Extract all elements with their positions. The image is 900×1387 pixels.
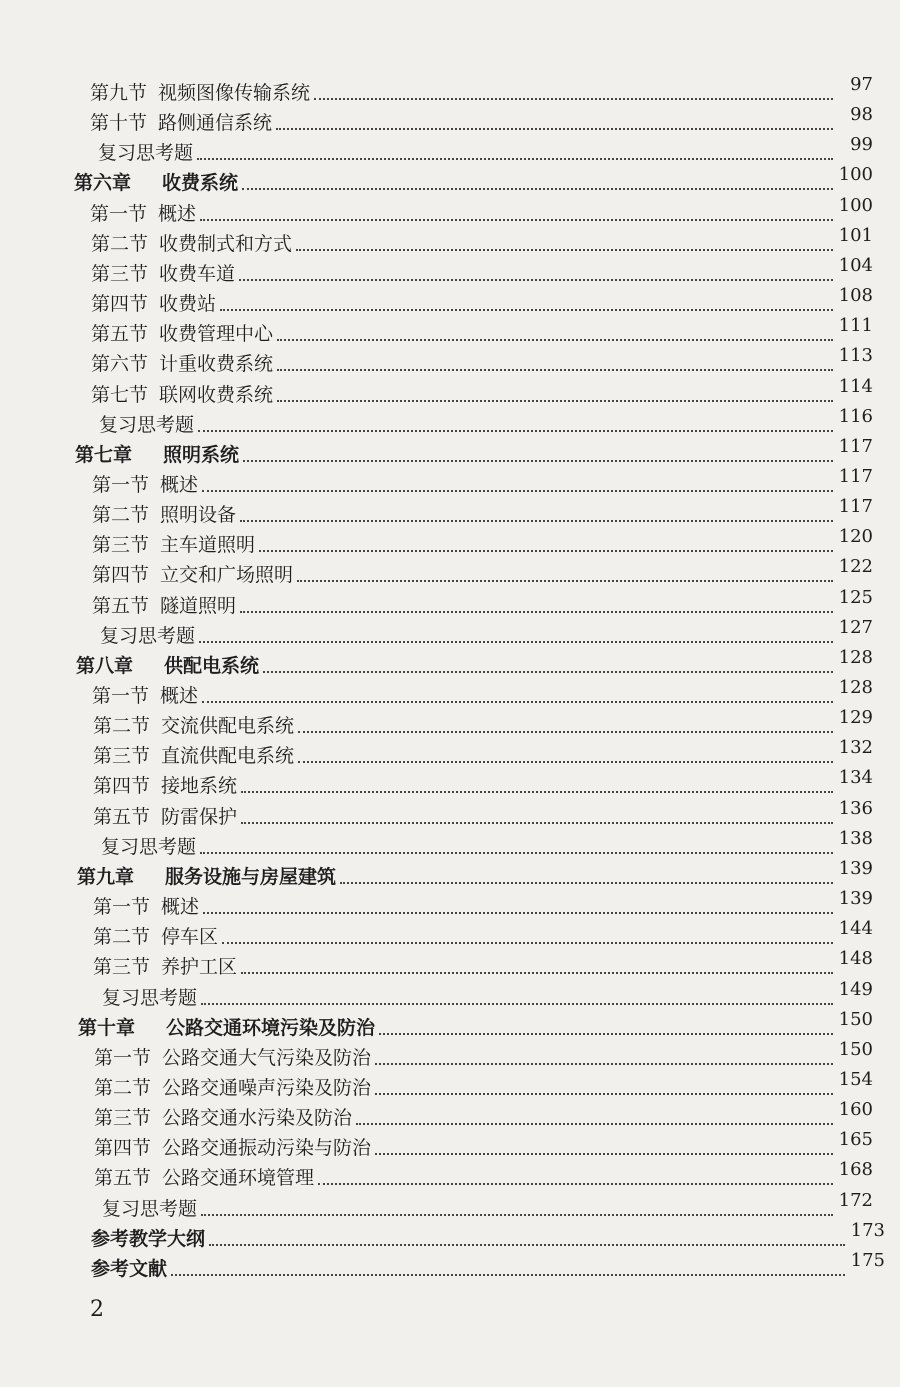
toc-entry-title: 概述 (161, 896, 200, 918)
toc-entry-number: 第八章 (76, 655, 134, 677)
dot-leader (379, 1032, 833, 1035)
toc-entry-number: 第五节 (91, 323, 149, 345)
toc-entry-number: 第二节 (93, 715, 151, 737)
toc-page-number: 136 (838, 798, 873, 819)
toc-entry-number: 第四节 (94, 1137, 152, 1159)
dot-leader (314, 97, 833, 100)
toc-entry-number: 第二节 (93, 926, 151, 948)
toc-entry-title: 复习思考题 (99, 414, 195, 436)
dot-leader (277, 338, 833, 341)
toc-entry-title: 收费管理中心 (159, 323, 274, 345)
toc-entry-number: 第十节 (90, 112, 148, 134)
toc-section-row (93, 888, 873, 918)
dot-leader (240, 519, 833, 522)
toc-entry-title: 公路交通环境管理 (162, 1167, 315, 1189)
toc-section-row (91, 225, 873, 255)
toc-entry-number: 第七节 (91, 384, 149, 406)
toc-page-number: 173 (850, 1220, 885, 1241)
toc-entry-title: 复习思考题 (98, 142, 194, 164)
toc-entry-number: 第四节 (91, 293, 149, 315)
toc-entry-number: 第一节 (93, 896, 151, 918)
toc-page-number: 150 (838, 1039, 873, 1060)
toc-section-row (94, 1159, 873, 1189)
dot-leader (199, 640, 833, 643)
toc-entry-title: 参考教学大纲 (91, 1228, 206, 1250)
toc-entry-number: 第三节 (93, 745, 151, 767)
dot-leader (277, 399, 833, 402)
toc-section-row (92, 556, 873, 586)
dot-leader (197, 157, 833, 160)
dot-leader (296, 248, 833, 251)
toc-page-number: 98 (850, 104, 873, 125)
toc-section-row (94, 1039, 873, 1069)
toc-entry-number: 第五节 (94, 1167, 152, 1189)
toc-entry-title: 停车区 (161, 926, 219, 948)
toc-chapter-row (75, 436, 873, 466)
toc-entry-title: 计重收费系统 (159, 353, 274, 375)
toc-entry-title: 复习思考题 (102, 1198, 198, 1220)
toc-section-row (91, 285, 873, 315)
toc-entry-number: 第二节 (91, 233, 149, 255)
dot-leader (375, 1152, 833, 1155)
toc-entry-title: 公路交通振动污染与防治 (162, 1137, 372, 1159)
toc-entry-title: 概述 (160, 685, 199, 707)
dot-leader (318, 1182, 833, 1185)
toc-page-number: 100 (838, 195, 873, 216)
toc-page-number: 175 (850, 1250, 885, 1271)
toc-entry-title: 服务设施与房屋建筑 (165, 866, 337, 888)
toc-section-row (90, 104, 873, 134)
toc-page-number: 144 (838, 918, 873, 939)
toc-entry-title: 照明系统 (163, 444, 240, 466)
toc-page-number: 125 (838, 587, 873, 608)
toc-entry-title: 概述 (158, 203, 197, 225)
toc-page-number: 128 (838, 647, 873, 668)
toc-entry-number: 第一节 (92, 685, 150, 707)
dot-leader (241, 971, 833, 974)
toc-entry-title: 公路交通水污染及防治 (162, 1107, 353, 1129)
dot-leader (200, 851, 833, 854)
toc-page-number: 132 (838, 737, 873, 758)
dot-leader (209, 1243, 845, 1246)
toc-page-number: 101 (838, 225, 873, 246)
toc-entry-title: 供配电系统 (164, 655, 260, 677)
toc-review-row (91, 406, 873, 436)
dot-leader (201, 1213, 833, 1216)
toc-entry-number: 第三节 (94, 1107, 152, 1129)
toc-page-number: 117 (838, 466, 873, 487)
toc-entry-title: 公路交通大气污染及防治 (162, 1047, 372, 1069)
toc-entry-title: 隧道照明 (160, 595, 237, 617)
toc-review-row (94, 979, 873, 1009)
dot-leader (202, 489, 833, 492)
dot-leader (200, 218, 833, 221)
toc-page-number: 111 (838, 315, 873, 336)
toc-chapter-row (76, 647, 873, 677)
dot-leader (198, 429, 833, 432)
toc-entry-number: 第一节 (92, 474, 150, 496)
toc-entry-title: 参考文献 (91, 1258, 168, 1280)
toc-section-row (94, 1099, 873, 1129)
toc-entry-number: 第九章 (77, 866, 135, 888)
toc-page-number: 117 (838, 436, 873, 457)
toc-entry-number: 第六节 (91, 353, 149, 375)
toc-page-number: 129 (838, 707, 873, 728)
dot-leader (276, 127, 833, 130)
toc-section-row (93, 737, 873, 767)
toc-section-row (93, 707, 873, 737)
toc-page-number: 154 (838, 1069, 873, 1090)
toc-entry-title: 联网收费系统 (159, 384, 274, 406)
toc-entry-title: 防雷保护 (161, 806, 238, 828)
toc-entry-number: 第三节 (93, 956, 151, 978)
toc-section-row (91, 255, 873, 285)
toc-page-number: 149 (838, 979, 873, 1000)
dot-leader (340, 881, 833, 884)
toc-section-row (93, 918, 873, 948)
toc-entry-title: 接地系统 (161, 775, 238, 797)
toc-entry-number: 第九节 (90, 82, 148, 104)
toc-appendix-row (91, 1220, 885, 1250)
toc-page-number: 127 (838, 617, 873, 638)
toc-page-number: 99 (850, 134, 873, 155)
dot-leader (263, 670, 833, 673)
toc-page-number: 97 (850, 74, 873, 95)
toc-entry-title: 路侧通信系统 (158, 112, 273, 134)
toc-entry-title: 收费车道 (159, 263, 236, 285)
toc-page-number: 168 (838, 1159, 873, 1180)
toc-page-number: 150 (838, 1009, 873, 1030)
toc-page-number: 122 (838, 556, 873, 577)
toc-entry-title: 收费制式和方式 (159, 233, 293, 255)
toc-page-number: 172 (838, 1190, 873, 1211)
dot-leader (277, 368, 833, 371)
toc-section-row (92, 496, 873, 526)
dot-leader (375, 1062, 833, 1065)
toc-entry-title: 收费系统 (162, 172, 239, 194)
toc-entry-title: 视频图像传输系统 (158, 82, 311, 104)
toc-section-row (93, 948, 873, 978)
dot-leader (222, 941, 833, 944)
toc-entry-title: 直流供配电系统 (161, 745, 295, 767)
toc-section-row (93, 798, 873, 828)
toc-entry-number: 第七章 (75, 444, 133, 466)
toc-section-row (94, 1069, 873, 1099)
toc-entry-title: 照明设备 (160, 504, 237, 526)
toc-entry-title: 立交和广场照明 (160, 564, 294, 586)
dot-leader (239, 278, 833, 281)
toc-page-number: 134 (838, 767, 873, 788)
toc-entry-title: 公路交通环境污染及防治 (166, 1017, 376, 1039)
dot-leader (202, 700, 833, 703)
toc-page-number: 160 (838, 1099, 873, 1120)
toc-entry-number: 第六章 (74, 172, 132, 194)
toc-page-number: 139 (838, 888, 873, 909)
toc-review-row (90, 134, 873, 164)
toc-section-row (91, 376, 873, 406)
toc-page-number: 104 (838, 255, 873, 276)
toc-appendix-row (91, 1250, 885, 1280)
toc-entry-number: 第一节 (94, 1047, 152, 1069)
toc-entry-title: 收费站 (159, 293, 217, 315)
dot-leader (201, 1002, 833, 1005)
dot-leader (242, 187, 833, 190)
toc-page-number: 139 (838, 858, 873, 879)
toc-entry-number: 第十章 (78, 1017, 136, 1039)
dot-leader (298, 730, 833, 733)
toc-section-row (92, 677, 873, 707)
toc-entry-number: 第三节 (92, 534, 150, 556)
toc-page-number: 108 (838, 285, 873, 306)
toc-entry-number: 第四节 (93, 775, 151, 797)
toc-page-number: 120 (838, 526, 873, 547)
dot-leader (220, 308, 833, 311)
toc-page-number: 117 (838, 496, 873, 517)
toc-entry-number: 第五节 (93, 806, 151, 828)
toc-section-row (94, 1129, 873, 1159)
dot-leader (203, 911, 833, 914)
toc-entry-number: 第一节 (90, 203, 148, 225)
toc-entry-title: 复习思考题 (100, 625, 196, 647)
toc-entry-number: 第四节 (92, 564, 150, 586)
toc-review-row (93, 828, 873, 858)
dot-leader (297, 579, 833, 582)
toc-section-row (90, 195, 873, 225)
toc-section-row (92, 526, 873, 556)
toc-section-row (92, 587, 873, 617)
toc-entry-title: 养护工区 (161, 956, 238, 978)
dot-leader (241, 821, 833, 824)
dot-leader (243, 459, 833, 462)
toc-page-number: 148 (838, 948, 873, 969)
toc-section-row (90, 74, 873, 104)
toc-entry-number: 第三节 (91, 263, 149, 285)
dot-leader (171, 1273, 845, 1276)
page-number: 2 (90, 1297, 104, 1322)
toc-chapter-row (78, 1009, 873, 1039)
dot-leader (259, 549, 833, 552)
toc-entry-title: 公路交通噪声污染及防治 (162, 1077, 372, 1099)
toc-entry-title: 交流供配电系统 (161, 715, 295, 737)
dot-leader (298, 760, 833, 763)
toc-entry-title: 主车道照明 (160, 534, 256, 556)
toc-section-row (91, 315, 873, 345)
dot-leader (241, 790, 833, 793)
toc-entry-title: 复习思考题 (101, 836, 197, 858)
toc-entry-title: 概述 (160, 474, 199, 496)
toc-page-number: 100 (838, 164, 873, 185)
toc-section-row (91, 345, 873, 375)
toc-entry-number: 第二节 (92, 504, 150, 526)
toc-page-number: 165 (838, 1129, 873, 1150)
toc-page-number: 114 (838, 376, 873, 397)
toc-review-row (92, 617, 873, 647)
toc-section-row (93, 767, 873, 797)
dot-leader (375, 1092, 833, 1095)
toc-page-number: 128 (838, 677, 873, 698)
toc-section-row (92, 466, 873, 496)
toc-entry-title: 复习思考题 (102, 987, 198, 1009)
toc-chapter-row (77, 858, 873, 888)
toc-chapter-row (74, 164, 873, 194)
dot-leader (240, 610, 833, 613)
toc-page-number: 138 (838, 828, 873, 849)
toc-review-row (94, 1190, 873, 1220)
toc-page-number: 116 (838, 406, 873, 427)
toc-entry-number: 第二节 (94, 1077, 152, 1099)
dot-leader (356, 1122, 833, 1125)
toc-entry-number: 第五节 (92, 595, 150, 617)
toc-page-number: 113 (838, 345, 873, 366)
